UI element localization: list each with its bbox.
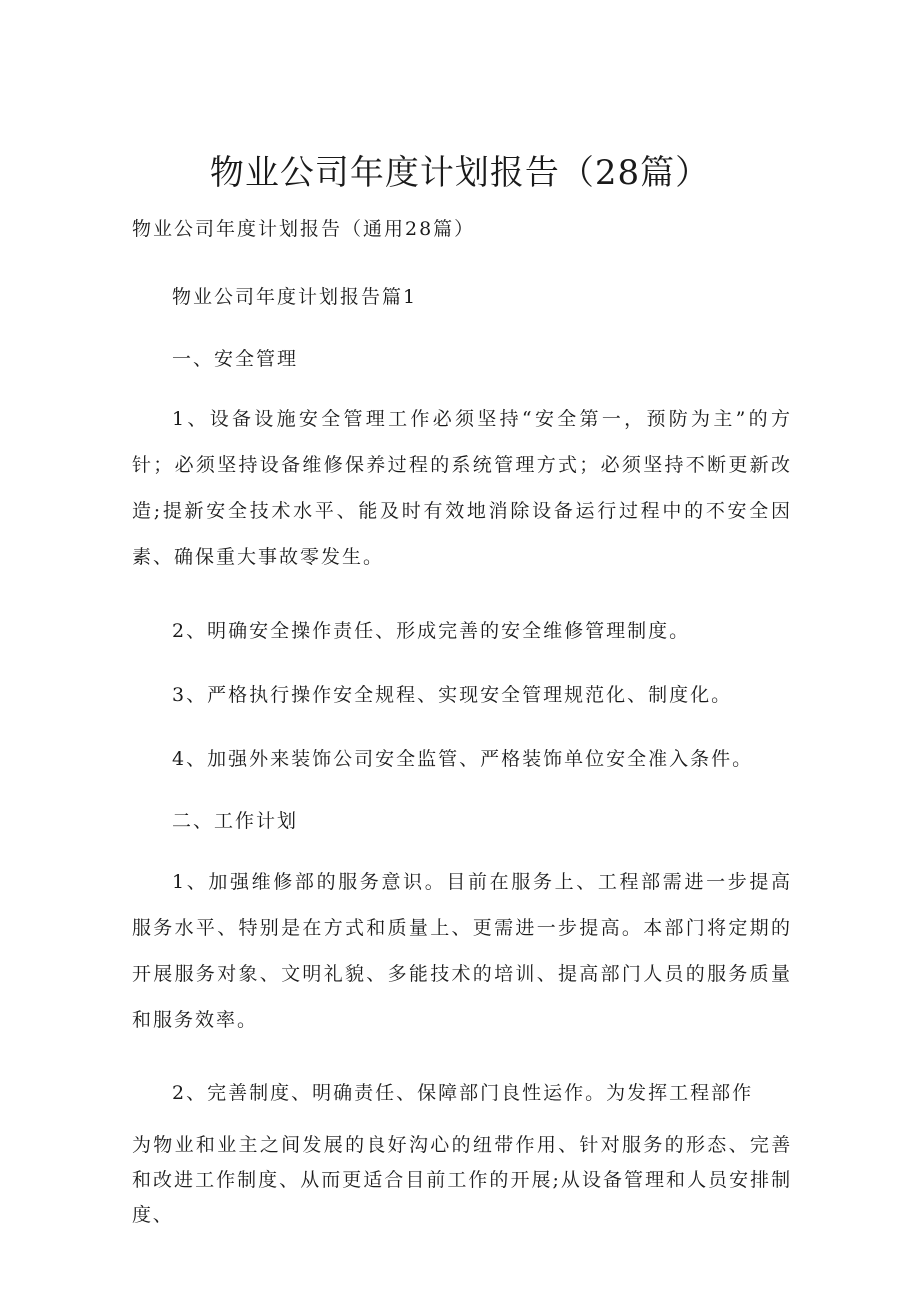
document-title: 物业公司年度计划报告（28篇） xyxy=(209,153,711,193)
list-item-safety-3: 3、严格执行操作安全规程、实现安全管理规范化、制度化。 xyxy=(172,684,733,706)
list-item-safety-4: 4、加强外来装饰公司安全监管、严格装饰单位安全准入条件。 xyxy=(172,748,754,770)
heading-safety-management: 一、安全管理 xyxy=(172,348,299,370)
list-item-safety-2: 2、明确安全操作责任、形成完善的安全维修管理制度。 xyxy=(172,620,691,642)
paragraph-safety-1: 1、设备设施安全管理工作必须坚持“安全第一，预防为主”的方针；必须坚持设备维修保养过程的系统管理方式；必须坚持不断更新改造;提新安全技术水平、能及时有效地消除设备运行过程中的不安全因素、确保重大事故零发生。 xyxy=(132,408,792,568)
document-subtitle: 物业公司年度计划报告（通用28篇） xyxy=(132,218,476,240)
paragraph-plan-2-start: 2、完善制度、明确责任、保障部门良性运作。为发挥工程部作 xyxy=(172,1082,754,1104)
paragraph-plan-1: 1、加强维修部的服务意识。目前在服务上、工程部需进一步提高服务水平、特别是在方式和质量上、更需进一步提高。本部门将定期的开展服务对象、文明礼貌、多能技术的培训、提高部门人员的服务质量和服务效率。 xyxy=(132,871,792,1031)
section-heading: 物业公司年度计划报告篇1 xyxy=(172,286,418,308)
heading-work-plan: 二、工作计划 xyxy=(172,810,299,832)
paragraph-plan-2-continued: 为物业和业主之间发展的良好沟心的纽带作用、针对服务的形态、完善和改进工作制度、从而更适合目前工作的开展;从设备管理和人员安排制度、 xyxy=(132,1134,792,1226)
